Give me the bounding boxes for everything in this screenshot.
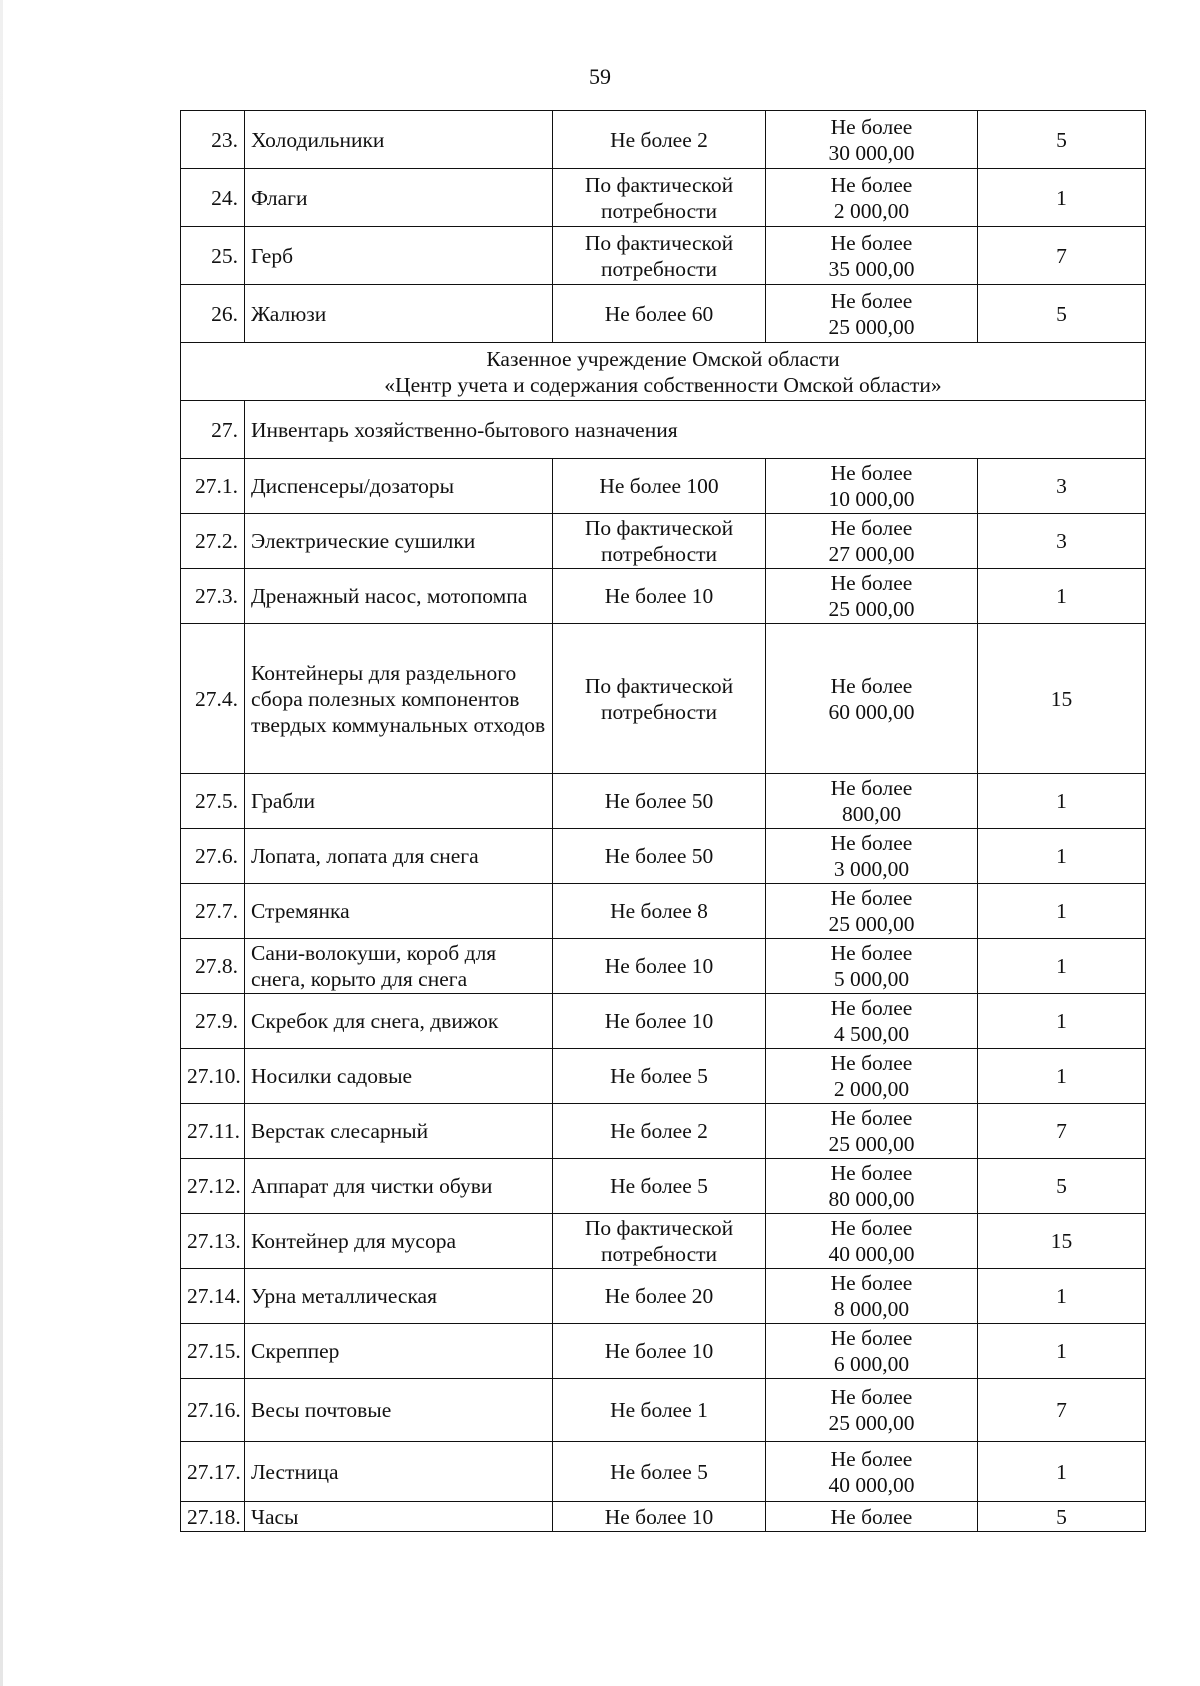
table-row: [181, 285, 1146, 343]
row-number: 23.: [181, 111, 245, 169]
row-number: 27.11.: [181, 1104, 245, 1159]
row-number: 26.: [181, 285, 245, 343]
row-number: 27.16.: [181, 1379, 245, 1442]
row-term: 1: [978, 569, 1146, 624]
last-row-body: [181, 1502, 1146, 1532]
row-price-value: 30 000,00: [828, 140, 915, 165]
row-price-value: 5 000,00: [833, 967, 910, 991]
row-number: 27.14.: [181, 1269, 245, 1324]
row-price-value: 35 000,00: [828, 256, 915, 281]
row-price: [766, 514, 978, 569]
table-body-part-b: [181, 459, 1146, 1502]
table-row: [181, 169, 1146, 227]
row-price: [766, 227, 978, 285]
row-number: 24.: [181, 169, 245, 227]
row-name: Дренажный насос, мотопомпа: [245, 569, 553, 624]
row-name: Аппарат для чистки обуви: [245, 1159, 553, 1214]
row-term: 3: [978, 514, 1146, 569]
scan-edge: [0, 0, 3, 1686]
row-price-value: 25 000,00: [828, 597, 915, 621]
row-quantity: Не более 2: [553, 1104, 766, 1159]
row-price: [766, 1379, 978, 1442]
row-price-label: Не более: [830, 571, 913, 595]
row-quantity: Не более 100: [553, 459, 766, 514]
row-price: [766, 1269, 978, 1324]
row-price-label: Не более: [830, 1106, 913, 1130]
row-quantity: По фактической потребности: [553, 227, 766, 285]
table-row: [181, 829, 1146, 884]
row-term: 1: [978, 1324, 1146, 1379]
row-term: 1: [978, 829, 1146, 884]
row-price: [766, 285, 978, 343]
row-name: Диспенсеры/дозаторы: [245, 459, 553, 514]
row-price-value: 2 000,00: [833, 1077, 910, 1101]
row-quantity: Не более 5: [553, 1159, 766, 1214]
row-price-value: 8 000,00: [833, 1297, 910, 1321]
row-price-label: Не более: [830, 941, 913, 965]
row-quantity: Не более 5: [553, 1049, 766, 1104]
row-name: Весы почтовые: [245, 1379, 553, 1442]
row-price: Не более: [766, 1502, 978, 1532]
row-number: 27.9.: [181, 994, 245, 1049]
row-name: Контейнер для мусора: [245, 1214, 553, 1269]
row-price-value: 25 000,00: [828, 1411, 915, 1435]
row-quantity: По фактической потребности: [553, 514, 766, 569]
table-row: [181, 227, 1146, 285]
row-number: 27.10.: [181, 1049, 245, 1104]
row-term: 1: [978, 774, 1146, 829]
row-term: 5: [978, 1502, 1146, 1532]
table-row: [181, 1104, 1146, 1159]
row-price: [766, 1214, 978, 1269]
row-number: 27.15.: [181, 1324, 245, 1379]
row-price: [766, 884, 978, 939]
row-name: Холодильники: [245, 111, 553, 169]
row-number: 27.17.: [181, 1442, 245, 1502]
table-row: [181, 514, 1146, 569]
row-price: [766, 1104, 978, 1159]
row-term: 1: [978, 1442, 1146, 1502]
row-term: 1: [978, 939, 1146, 994]
row-price-value: 27 000,00: [828, 542, 915, 566]
table-row: [181, 939, 1146, 994]
row-name: Стремянка: [245, 884, 553, 939]
table-row: [181, 1442, 1146, 1502]
group-title: Инвентарь хозяйственно-бытового назначения: [245, 401, 1146, 459]
row-price-label: Не более: [830, 673, 913, 698]
row-term: 7: [978, 1379, 1146, 1442]
row-price-value: 60 000,00: [828, 699, 915, 724]
row-term: 7: [978, 1104, 1146, 1159]
row-price-label: Не более: [830, 172, 913, 197]
section-header-body: [181, 343, 1146, 459]
table-row: [181, 1324, 1146, 1379]
row-term: 5: [978, 285, 1146, 343]
row-term: 7: [978, 227, 1146, 285]
table-row: [181, 884, 1146, 939]
row-price-value: 80 000,00: [828, 1187, 915, 1211]
section-title: [181, 343, 1146, 401]
row-name: Урна металлическая: [245, 1269, 553, 1324]
row-number: 27.5.: [181, 774, 245, 829]
row-term: 1: [978, 169, 1146, 227]
row-price-label: Не более: [830, 1216, 913, 1240]
row-price: [766, 111, 978, 169]
row-price-label: Не более: [830, 1385, 913, 1409]
table-row-last: [181, 1502, 1146, 1532]
table-row: [181, 624, 1146, 774]
row-quantity: Не более 10: [553, 939, 766, 994]
group-number: 27.: [181, 401, 245, 459]
row-price: [766, 939, 978, 994]
row-name: Верстак слесарный: [245, 1104, 553, 1159]
row-quantity: Не более 10: [553, 1324, 766, 1379]
row-price: [766, 1442, 978, 1502]
row-quantity: Не более 50: [553, 829, 766, 884]
row-name: Контейнеры для раздельного сбора полезных компонентов твердых коммунальных отходов: [245, 624, 553, 774]
row-quantity: Не более 5: [553, 1442, 766, 1502]
row-price-label: Не более: [830, 461, 913, 485]
row-price-label: Не более: [830, 996, 913, 1020]
row-price-label: Не более: [830, 1446, 913, 1471]
row-price-value: 6 000,00: [833, 1352, 910, 1376]
row-price-label: Не более: [830, 1051, 913, 1075]
row-name: Жалюзи: [245, 285, 553, 343]
row-price-label: Не более: [830, 1161, 913, 1185]
row-quantity: Не более 2: [553, 111, 766, 169]
row-quantity: Не более 10: [553, 569, 766, 624]
row-name: Флаги: [245, 169, 553, 227]
table-row: [181, 1379, 1146, 1442]
table-row: [181, 1214, 1146, 1269]
row-quantity: По фактической потребности: [553, 169, 766, 227]
table-row: [181, 1159, 1146, 1214]
table-row: [181, 111, 1146, 169]
row-quantity: Не более 60: [553, 285, 766, 343]
row-price-value: 800,00: [841, 802, 902, 826]
row-name: Электрические сушилки: [245, 514, 553, 569]
row-quantity: По фактической потребности: [553, 1214, 766, 1269]
row-price: [766, 169, 978, 227]
row-term: 3: [978, 459, 1146, 514]
row-name: Скреппер: [245, 1324, 553, 1379]
row-name: Лопата, лопата для снега: [245, 829, 553, 884]
row-price-label: Не более: [830, 886, 913, 910]
row-number: 27.1.: [181, 459, 245, 514]
row-price: [766, 569, 978, 624]
row-price: [766, 774, 978, 829]
row-term: 5: [978, 111, 1146, 169]
row-number: 27.2.: [181, 514, 245, 569]
row-price: [766, 1324, 978, 1379]
norms-table: [180, 110, 1146, 1532]
table-row: [181, 1269, 1146, 1324]
row-price-label: Не более: [830, 114, 913, 139]
row-price-value: 4 500,00: [833, 1022, 910, 1046]
row-quantity: Не более 50: [553, 774, 766, 829]
row-price: [766, 1049, 978, 1104]
table-row: [181, 569, 1146, 624]
row-term: 5: [978, 1159, 1146, 1214]
row-price-label: Не более: [830, 230, 913, 255]
row-price-value: 2 000,00: [833, 198, 910, 223]
row-price-value: 3 000,00: [833, 857, 910, 881]
row-term: 1: [978, 994, 1146, 1049]
section-line-2: «Центр учета и содержания собственности Омской области»: [384, 372, 942, 397]
row-number: 25.: [181, 227, 245, 285]
row-price-label: Не более: [830, 288, 913, 313]
row-number: 27.4.: [181, 624, 245, 774]
row-number: 27.18.: [181, 1502, 245, 1532]
section-row: [181, 343, 1146, 401]
row-term: 1: [978, 884, 1146, 939]
row-number: 27.12.: [181, 1159, 245, 1214]
row-name: Грабли: [245, 774, 553, 829]
row-price-value: 25 000,00: [828, 912, 915, 936]
row-name: Часы: [245, 1502, 553, 1532]
row-price-value: 40 000,00: [828, 1242, 915, 1266]
row-name: Носилки садовые: [245, 1049, 553, 1104]
row-price: [766, 994, 978, 1049]
row-price: [766, 1159, 978, 1214]
row-price-value: 25 000,00: [828, 314, 915, 339]
page-number: 59: [589, 64, 611, 89]
row-number: 27.3.: [181, 569, 245, 624]
table-body-part-a: [181, 111, 1146, 343]
row-name: Сани-волокуши, короб для снега, корыто для снега: [245, 939, 553, 994]
row-quantity: Не более 8: [553, 884, 766, 939]
section-line-1: Казенное учреждение Омской области: [486, 346, 840, 371]
row-name: Герб: [245, 227, 553, 285]
row-name: Скребок для снега, движок: [245, 994, 553, 1049]
table-row: [181, 1049, 1146, 1104]
row-quantity: Не более 10: [553, 994, 766, 1049]
row-number: 27.7.: [181, 884, 245, 939]
row-price-label: Не более: [830, 516, 913, 540]
table-row: [181, 994, 1146, 1049]
row-term: 1: [978, 1269, 1146, 1324]
row-number: 27.13.: [181, 1214, 245, 1269]
row-price-label: Не более: [830, 1271, 913, 1295]
row-term: 15: [978, 624, 1146, 774]
row-price: [766, 624, 978, 774]
row-number: 27.6.: [181, 829, 245, 884]
row-price-value: 10 000,00: [828, 487, 915, 511]
table-row: [181, 774, 1146, 829]
row-name: Лестница: [245, 1442, 553, 1502]
row-price-label: Не более: [830, 776, 913, 800]
row-quantity: По фактической потребности: [553, 624, 766, 774]
row-price-value: 40 000,00: [828, 1472, 915, 1497]
row-price-value: 25 000,00: [828, 1132, 915, 1156]
row-number: 27.8.: [181, 939, 245, 994]
group-row: [181, 401, 1146, 459]
table-row: [181, 459, 1146, 514]
row-quantity: Не более 20: [553, 1269, 766, 1324]
row-quantity: Не более 1: [553, 1379, 766, 1442]
row-term: 1: [978, 1049, 1146, 1104]
row-price-label: Не более: [830, 1326, 913, 1350]
row-quantity: Не более 10: [553, 1502, 766, 1532]
row-price-label: Не более: [830, 831, 913, 855]
row-price: [766, 829, 978, 884]
row-term: 15: [978, 1214, 1146, 1269]
row-price: [766, 459, 978, 514]
